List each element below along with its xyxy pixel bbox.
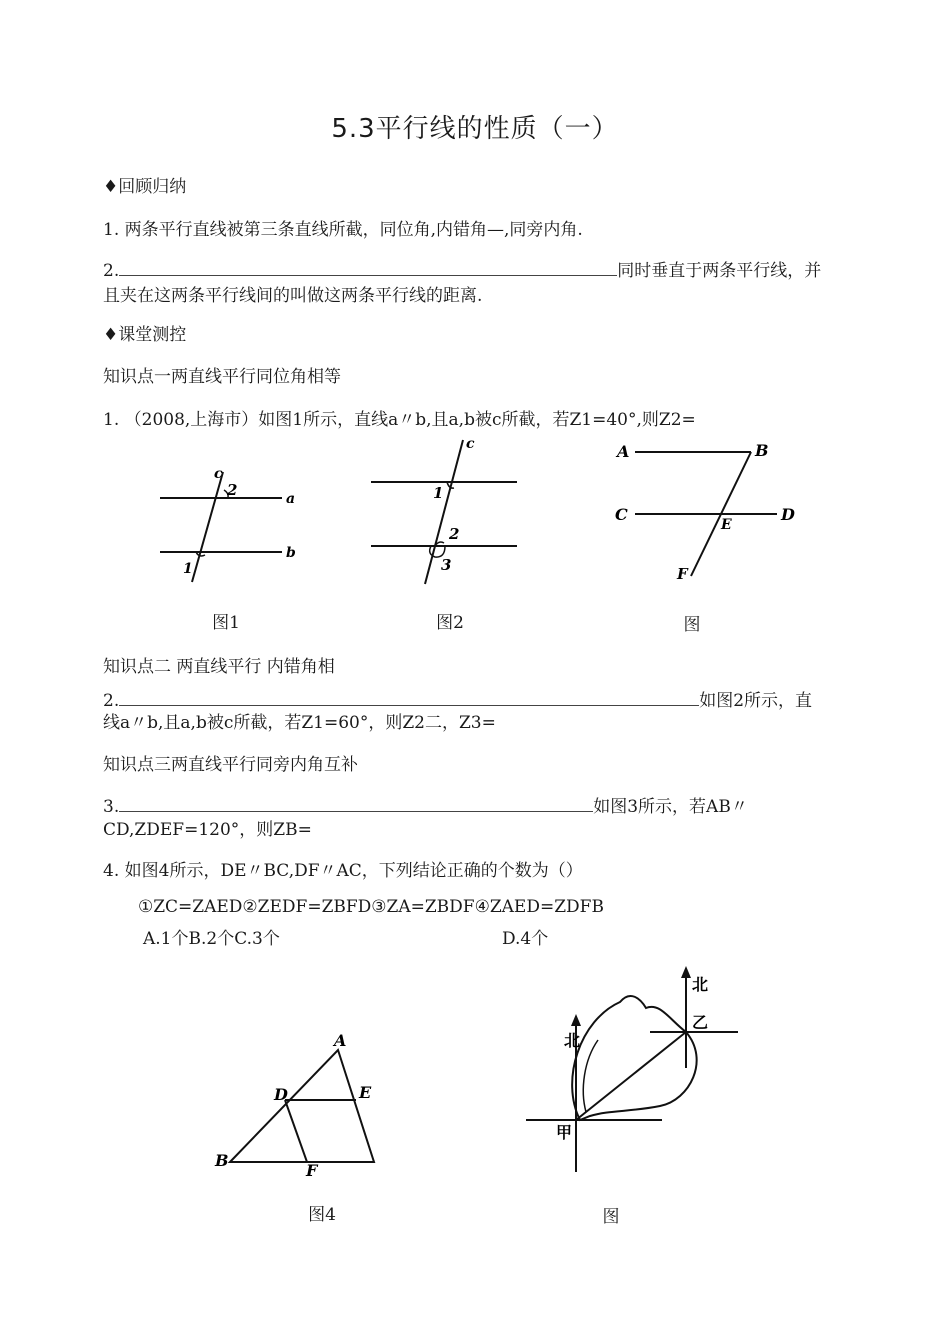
fig1-label-2: 2 [227, 481, 238, 499]
page-title: 5.3平行线的性质（一） [331, 114, 619, 144]
review-item-2-text: 同时垂直于两条平行线，并 [617, 261, 822, 281]
review-item-1: 1. 两条平行直线被第三条直线所截，同位角,内错角—,同旁内角. [103, 220, 583, 240]
review-item-2-cont: 且夹在这两条平行线间的叫做这两条平行线的距离. [103, 286, 483, 306]
question-2-number: 2. [103, 691, 120, 711]
fig3-label-B: B [755, 441, 769, 460]
figure-4-diagram [210, 1030, 390, 1180]
fig3-label-C: C [615, 505, 628, 524]
figure-5-caption: 图 [602, 1207, 620, 1227]
fig4-label-E: E [359, 1083, 372, 1102]
knowledge-point-1: 知识点一两直线平行同位角相等 [103, 367, 341, 387]
fig2-label-c: c [466, 436, 475, 452]
question-2-text: 如图2所示，直 [699, 691, 813, 711]
test-heading: ♦课堂测控 [103, 325, 187, 345]
fig1-label-c: c [214, 466, 223, 482]
review-item-2 [103, 256, 821, 281]
question-3-cont: CD,ZDEF=120°，则ZB= [103, 820, 312, 840]
fig2-label-1: 1 [433, 484, 444, 502]
figure-4-caption: 图4 [308, 1205, 336, 1225]
question-4-option-d: D.4个 [502, 929, 549, 949]
question-3-text: 如图3所示，若AB〃 [593, 797, 748, 817]
question-4-options-abc: A.1个B.2个C.3个 [143, 929, 280, 949]
fig5-label-north-left: 北 [564, 1031, 581, 1050]
fig1-label-b: b [286, 545, 296, 561]
fig2-label-3: 3 [441, 556, 452, 574]
question-4: 4. 如图4所示，DE〃BC,DF〃AC，下列结论正确的个数为（） [103, 861, 583, 881]
figure-2-diagram [365, 432, 535, 592]
figure-3-caption: 图 [683, 615, 701, 635]
question-3 [103, 792, 748, 817]
figure-5-diagram [520, 960, 750, 1180]
question-3-number: 3. [103, 797, 120, 817]
answer-blank[interactable] [119, 793, 593, 812]
fig5-label-north-top: 北 [692, 975, 709, 994]
figure-2-caption: 图2 [436, 613, 464, 633]
figure-3-diagram [605, 438, 815, 588]
fig4-label-D: D [274, 1085, 288, 1104]
question-4-statements: ①ZC=ZAED②ZEDF=ZBFD③ZA=ZBDF④ZAED=ZDFB [138, 897, 604, 917]
fig5-label-yi: 乙 [692, 1013, 709, 1032]
question-2-cont: 线a〃b,且a,b被c所截，若Z1=60°，则Z2二，Z3= [103, 713, 496, 733]
question-1: 1. （2008,上海市）如图1所示，直线a〃b,且a,b被c所截，若Z1=40°,则Z2= [103, 410, 696, 430]
fig1-label-1: 1 [183, 561, 193, 577]
knowledge-point-2: 知识点二 两直线平行 内错角相 [103, 657, 335, 677]
fig1-label-a: a [286, 491, 296, 507]
fig4-label-F: F [306, 1161, 318, 1180]
fig3-label-A: A [617, 442, 630, 461]
figure-1-caption: 图1 [212, 613, 240, 633]
knowledge-point-3: 知识点三两直线平行同旁内角互补 [103, 755, 358, 775]
figure-1-diagram [150, 460, 310, 590]
fig4-label-B: B [215, 1151, 229, 1170]
review-item-2-number: 2. [103, 261, 120, 281]
fig3-label-F: F [677, 565, 688, 583]
fig3-label-D: D [781, 505, 795, 524]
answer-blank[interactable] [119, 257, 617, 276]
answer-blank[interactable] [119, 687, 699, 706]
fig3-label-E: E [721, 517, 732, 533]
review-heading: ♦回顾归纳 [103, 177, 187, 197]
fig2-label-2: 2 [449, 525, 460, 543]
fig4-label-A: A [334, 1031, 347, 1050]
fig5-label-jia: 甲 [556, 1123, 573, 1142]
